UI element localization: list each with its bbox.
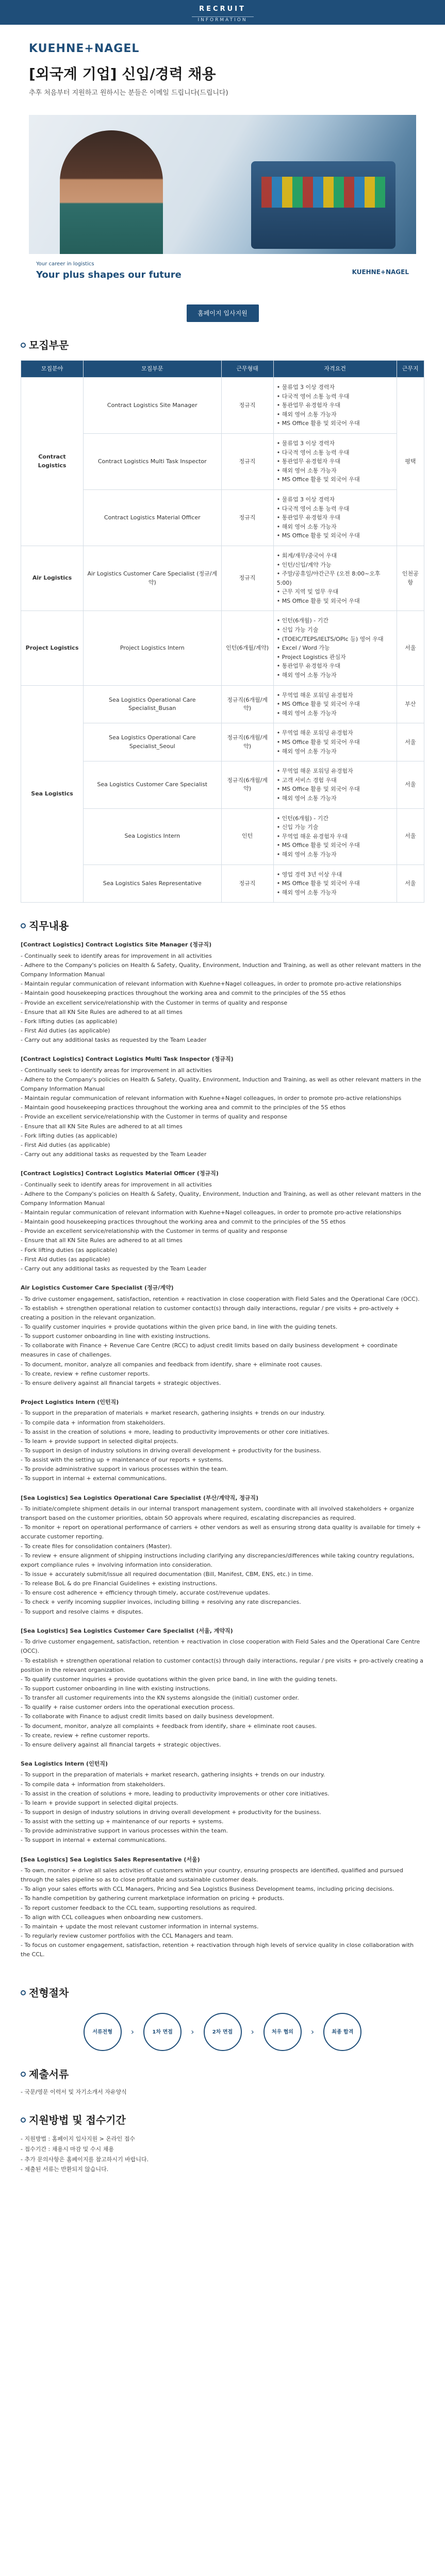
requirement-line: • 물류업 3 이상 경력자	[276, 439, 335, 447]
apply-title: 지원방법 및 접수기간	[21, 2112, 424, 2128]
requirement-line: • 해외 영어 소통 가능자	[276, 411, 337, 418]
duty-line: - To drive customer engagement, satisfaction, retention + reactivation in close cooperation with Field Sales and the Operational Care Centre (OCC).	[21, 1638, 420, 1655]
type-cell: 정규직(6개월/계약)	[221, 723, 273, 761]
duty-line: - Maintain good housekeeping practices throughout the working area and commit to the principles of the 5S ethos	[21, 990, 346, 997]
hero-mini-logo: KUEHNE+NAGEL	[352, 268, 409, 276]
requirement-line: • 다국적 영어 소통 능력 우대	[276, 449, 350, 456]
docs-title: 제출서류	[21, 2066, 424, 2082]
process-step	[263, 2013, 302, 2051]
duty-section	[0, 903, 445, 1959]
process-step	[323, 2013, 361, 2051]
duty-line: - Provide an excellent service/relationship with the Customer in terms of quality and response	[21, 1228, 288, 1235]
duty-line: - To assist in the creation of solutions + more, leading to productivity improvements or other core initiatives.	[21, 1790, 329, 1797]
posting-title: [외국계 기업] 신입/경력 채용	[29, 65, 216, 82]
location-cell: 서울	[397, 865, 424, 903]
location-cell: 인천공항	[397, 546, 424, 611]
requirement-line: • (TOEIC/TEPS/IELTS/OPIc 등) 영어 우대	[276, 635, 384, 642]
table-row	[21, 685, 424, 723]
process-step	[143, 2013, 182, 2051]
requirement-cell	[273, 723, 397, 761]
duty-line: - To ensure delivery against all financial targets + strategic objectives.	[21, 1741, 221, 1748]
duty-block	[21, 1284, 424, 1388]
requirement-cell	[273, 378, 397, 434]
requirement-line: • 인턴(6개월) - 기간	[276, 617, 328, 624]
duty-line: - To support customer onboarding in line with existing instructions.	[21, 1685, 210, 1692]
arrow-right-icon: ›	[130, 2027, 135, 2037]
duty-line: - To align with CCL colleagues when onboarding new customers.	[21, 1913, 203, 1921]
requirement-line: • 주말/공휴일/야간근무 (오전 8:00~오후 5:00)	[276, 570, 381, 586]
type-cell: 정규직	[221, 546, 273, 611]
table-header-cell: 자격요건	[273, 360, 397, 378]
requirement-line: • 근무 지역 및 업무 우대	[276, 588, 339, 596]
duty-line: - To assist with the setting up + maintenance of our reports + systems.	[21, 1456, 224, 1464]
part-cell: Contract Logistics Site Manager	[84, 378, 221, 434]
process-step-label: 서류전형	[92, 2029, 112, 2035]
requirement-line: • 해외 영어 소통 가능자	[276, 467, 337, 474]
jobs-table	[21, 360, 424, 903]
arrow-right-icon: ›	[191, 2027, 194, 2037]
division-cell: Project Logistics	[21, 611, 84, 685]
duty-line: - Maintain regular communication of relevant information with Kuehne+Nagel colleagues, in order to promote pro-active relationships	[21, 1095, 402, 1102]
part-cell: Sea Logistics Sales Representative	[84, 865, 221, 903]
duty-line: - First Aid duties (as applicable)	[21, 1141, 110, 1148]
duty-line: - Continually seek to identify areas for improvement in all activities	[21, 1181, 212, 1188]
process-steps	[21, 2013, 424, 2051]
requirement-line: • 해외 영어 소통 가능자	[276, 851, 337, 858]
duty-heading: [Sea Logistics] Sea Logistics Sales Representative (서울)	[21, 1856, 200, 1863]
process-step-label: 1차 면접	[152, 2029, 173, 2035]
requirement-line: • 무역업 해운 포워딩 유경험자	[276, 768, 353, 775]
apply-section	[0, 2097, 445, 2175]
banner-brand: RECRUIT	[199, 5, 246, 13]
table-row	[21, 611, 424, 685]
table-header-cell: 모집부문	[84, 360, 221, 378]
requirement-cell	[273, 433, 397, 489]
requirement-line: • Excel / Word 가능	[276, 645, 330, 652]
duty-line: - Carry out any additional tasks as requested by the Team Leader	[21, 1150, 207, 1158]
duty-line: - To collaborate with Finance + Revenue Care Centre (RCC) to adjust credit limits based on daily business development + coordinate measures in case of challenges.	[21, 1342, 398, 1359]
requirement-line: • 해외 영어 소통 가능자	[276, 709, 337, 717]
duty-block	[21, 1494, 424, 1617]
duty-line: - To initiate/complete shipment details in our internal transport management system, coordinate with all involved stakeholders + organize transport based on the customer priorities, obtain SO approvals where required, escalating discrepancies as required.	[21, 1505, 415, 1522]
requirement-line: • 무역업 해운 포워딩 유경험자	[276, 691, 353, 699]
part-cell: Project Logistics Intern	[84, 611, 221, 685]
requirement-line: • 무역업 해운 유경험자 우대	[276, 833, 348, 840]
arrow-right-icon: ›	[310, 2027, 315, 2037]
duty-line: - To drive customer engagement, satisfaction, retention + reactivation in close cooperation with Field Sales and the Operational Care (OCC).	[21, 1295, 420, 1302]
process-step	[204, 2013, 242, 2051]
duty-heading: Air Logistics Customer Care Specialist (정규/계약)	[21, 1284, 174, 1292]
duty-line: - To support and resolve claims + disputes.	[21, 1608, 143, 1615]
process-step-label: 처우 협의	[271, 2029, 293, 2035]
division-cell: Sea Logistics	[21, 685, 84, 903]
division-cell: Air Logistics	[21, 546, 84, 611]
requirement-cell	[273, 685, 397, 723]
requirement-line: • 통관업무 유경험자 우대	[276, 663, 340, 670]
duty-line: - To maintain + update the most relevant customer information in internal systems.	[21, 1923, 259, 1930]
duty-line: - To assist in the creation of solutions + more, leading to productivity improvements or other core initiatives.	[21, 1428, 329, 1435]
duty-line: - To learn + provide support in selected digital projects.	[21, 1799, 178, 1806]
docs-line: - 국문/영문 이력서 및 자기소개서 자유양식	[21, 2089, 127, 2096]
requirement-line: • 해외 영어 소통 가능자	[276, 523, 337, 530]
requirement-line: • 영업 경력 3년 이상 우대	[276, 871, 342, 878]
duty-line: - Ensure that all KN Site Rules are adhered to at all times	[21, 1123, 183, 1130]
duty-line: - To support in the preparation of materials + market research, gathering insights + trends on our industry.	[21, 1771, 325, 1778]
banner-sub: INFORMATION	[197, 17, 248, 23]
part-cell: Contract Logistics Multi Task Inspector	[84, 433, 221, 489]
duty-line: - To support in design of industry solutions in driving overall development + productivity for the business.	[21, 1809, 321, 1816]
part-cell: Sea Logistics Intern	[84, 808, 221, 865]
duty-line: - To qualify customer inquiries + provide quotations within the given price band, in line with the guiding tenets.	[21, 1323, 338, 1330]
table-row	[21, 378, 424, 434]
recruit-title: 모집부문	[21, 337, 424, 353]
duty-line: - Maintain good housekeeping practices throughout the working area and commit to the principles of the 5S ethos	[21, 1218, 346, 1226]
duty-line: - To transfer all customer requirements into the KN systems alongside the (initial) customer order.	[21, 1694, 299, 1702]
requirement-cell	[273, 611, 397, 685]
requirement-line: • MS Office 활용 및 외국어 우대	[276, 532, 360, 539]
duty-block	[21, 1760, 424, 1845]
requirement-line: • MS Office 활용 및 외국어 우대	[276, 420, 360, 427]
duty-line: - To assist with the setting up + maintenance of our reports + systems.	[21, 1818, 224, 1825]
requirement-cell	[273, 489, 397, 546]
duty-line: - To compile data + information from stakeholders.	[21, 1781, 166, 1788]
process-step-label: 2차 면접	[212, 2029, 233, 2035]
apply-lines	[21, 2134, 424, 2175]
duty-line: - To check + verify incoming supplier invoices, including billing + resolving any rate discrepancies.	[21, 1599, 301, 1606]
requirement-line: • 물류업 3 이상 경력자	[276, 384, 335, 391]
docs-section	[0, 2051, 445, 2097]
requirement-line: • 다국적 영어 소통 능력 우대	[276, 505, 350, 512]
requirement-line: • 신입 가능 기술	[276, 626, 319, 634]
division-cell: Contract Logistics	[21, 378, 84, 546]
requirement-line: • MS Office 활용 및 외국어 우대	[276, 597, 360, 604]
duty-line: - Maintain regular communication of relevant information with Kuehne+Nagel colleagues, in order to promote pro-active relationships	[21, 1209, 402, 1216]
process-section	[0, 1970, 445, 2051]
duty-heading: [Contract Logistics] Contract Logistics Material Officer (정규직)	[21, 1170, 219, 1177]
duty-line: - Fork lifting duties (as applicable)	[21, 1246, 118, 1253]
location-cell: 부산	[397, 685, 424, 723]
requirement-line: • MS Office 활용 및 외국어 우대	[276, 842, 360, 849]
duty-line: - To establish + strengthen operational relation to customer contact(s) through daily interactions, regular / pre visits + pro-actively creating a position in the relevant organization.	[21, 1657, 423, 1673]
process-step	[84, 2013, 122, 2051]
table-header-cell: 근무형태	[221, 360, 273, 378]
duty-line: - Carry out any additional tasks as requested by the Team Leader	[21, 1037, 207, 1044]
requirement-line: • 인턴(6개월) - 기간	[276, 815, 328, 822]
duty-line: - To establish + strengthen operational relation to customer contact(s) through daily interactions, regular / pre visits + pro-actively + creating a position in the relevant organization.	[21, 1304, 400, 1321]
type-cell: 인턴	[221, 808, 273, 865]
posting-header	[0, 25, 445, 104]
part-cell: Air Logistics Customer Care Specialist (정규/계약)	[84, 546, 221, 611]
duty-line: - To own, monitor + drive all sales activities of customers within your country, ensuring prospects are identified, qualified and pursued through the sales pipeline so as to close profitable and sustainable customer deals.	[21, 1867, 403, 1884]
duty-line: - To document, monitor, analyze all complaints + feedback from identify, share + eliminate root causes.	[21, 1722, 317, 1730]
requirement-line: • 통관업무 유경험자 우대	[276, 458, 340, 465]
duty-block	[21, 941, 424, 1045]
duty-line: - Provide an excellent service/relationship with the Customer in terms of quality and response	[21, 999, 288, 1006]
duty-heading: [Sea Logistics] Sea Logistics Operational Care Specialist (부산/계약직, 정규직)	[21, 1494, 259, 1501]
requirement-line: • Project Logistics 관심자	[276, 653, 346, 660]
duty-line: - To create, review + refine customer reports.	[21, 1370, 150, 1377]
duty-heading: [Contract Logistics] Contract Logistics Multi Task Inspector (정규직)	[21, 1056, 234, 1063]
location-cell: 서울	[397, 761, 424, 808]
apply-line: - 추가 문의사항은 홈페이지를 참고하시기 바랍니다.	[21, 2156, 149, 2163]
requirement-line: • 통관업무 유경험자 우대	[276, 402, 340, 409]
duty-line: - Continually seek to identify areas for improvement in all activities	[21, 1066, 212, 1074]
duty-title: 직무내용	[21, 918, 424, 934]
hero-caption-big: Your plus shapes our future	[36, 269, 182, 280]
arrow-right-icon: ›	[251, 2027, 254, 2037]
duty-line: - Maintain regular communication of relevant information with Kuehne+Nagel colleagues, in order to promote pro-active relationships	[21, 980, 402, 988]
section-bullet-icon	[21, 1990, 26, 1995]
duty-line: - First Aid duties (as applicable)	[21, 1027, 110, 1034]
apply-line: - 제출된 서류는 반환되지 않습니다.	[21, 2166, 109, 2173]
duty-block	[21, 1856, 424, 1960]
duty-line: - To create files for consolidation containers (Master).	[21, 1543, 172, 1550]
requirement-line: • 신입 가능 기술	[276, 824, 319, 831]
part-cell: Contract Logistics Material Officer	[84, 489, 221, 546]
requirement-line: • 통관업무 유경험자 우대	[276, 514, 340, 521]
location-cell: 평택	[397, 378, 424, 546]
duty-line: - To qualify + raise customer orders into the operational execution process.	[21, 1704, 235, 1711]
requirement-line: • MS Office 활용 및 외국어 우대	[276, 701, 360, 708]
duty-block	[21, 1398, 424, 1484]
section-bullet-icon	[21, 2072, 26, 2077]
requirement-cell	[273, 808, 397, 865]
recruit-section	[0, 322, 445, 903]
table-header-cell: 모집분야	[21, 360, 84, 378]
type-cell: 정규직	[221, 489, 273, 546]
duty-line: - To qualify customer inquiries + provide quotations within the given price band, in line with the guiding tenets.	[21, 1675, 338, 1683]
duty-line: - Ensure that all KN Site Rules are adhered to at all times	[21, 1237, 183, 1244]
duty-line: - Maintain good housekeeping practices throughout the working area and commit to the principles of the 5S ethos	[21, 1104, 346, 1111]
duty-line: - To review + ensure alignment of shipping instructions including clarifying any discrepancies/differences while taking country regulations, export compliance rules + involving information into consideration.	[21, 1552, 415, 1568]
duty-line: - To document, monitor, analyze all companies and feedback from identify, share + eliminate root causes.	[21, 1361, 323, 1368]
hero-image	[29, 115, 416, 290]
duty-line: - To monitor + report on operational performance of carriers + other vendors as well as ensuring strong data quality is available for timely + accurate customer reporting.	[21, 1524, 421, 1540]
duty-line: - To support customer onboarding in line with existing instructions.	[21, 1333, 210, 1340]
location-cell: 서울	[397, 723, 424, 761]
duty-block	[21, 1627, 424, 1750]
table-row	[21, 546, 424, 611]
type-cell: 정규직	[221, 865, 273, 903]
requirement-line: • MS Office 활용 및 외국어 우대	[276, 476, 360, 483]
section-bullet-icon	[21, 2117, 26, 2123]
type-cell: 정규직(6개월/계약)	[221, 761, 273, 808]
apply-button[interactable]: 홈페이지 입사지원	[187, 304, 259, 322]
duty-line: - Fork lifting duties (as applicable)	[21, 1018, 118, 1025]
duty-list	[21, 941, 424, 1959]
type-cell: 정규직	[221, 433, 273, 489]
requirement-line: • 인턴/신입/계약 가능	[276, 561, 332, 568]
duty-line: - Continually seek to identify areas for improvement in all activities	[21, 952, 212, 959]
duty-line: - To learn + provide support in selected digital projects.	[21, 1437, 178, 1445]
duty-line: - Adhere to the Company's policies on Health & Safety, Quality, Environment, Induction and Training, as well as other relevant matters in the Company Information Manual	[21, 961, 421, 978]
requirement-cell	[273, 865, 397, 903]
table-header-cell: 근무지	[397, 360, 424, 378]
duty-line: - To compile data + information from stakeholders.	[21, 1419, 166, 1426]
process-title: 전형절차	[21, 1985, 424, 2001]
duty-line: - Carry out any additional tasks as requested by the Team Leader	[21, 1265, 207, 1272]
duty-line: - Ensure that all KN Site Rules are adhered to at all times	[21, 1008, 183, 1015]
company-logo: KUEHNE+NAGEL	[29, 42, 140, 55]
apply-line: - 지원방법 : 홈페이지 입사지원 > 온라인 접수	[21, 2135, 136, 2142]
requirement-cell	[273, 546, 397, 611]
requirement-line: • 고객 서비스 경험 우대	[276, 776, 337, 784]
requirement-line: • 해외 영어 소통 가능자	[276, 794, 337, 802]
requirement-line: • 해외 영어 소통 가능자	[276, 672, 337, 679]
duty-line: - To provide administrative support in various processes within the team.	[21, 1827, 228, 1835]
duty-line: - To release BoL & do pre Financial Guidelines + existing instructions.	[21, 1580, 218, 1587]
posting-subtitle: 추후 처음부터 지원하고 원하시는 분들은 이메일 드립니다(드립니다)	[29, 89, 228, 97]
apply-line: - 접수기간 : 채용시 마감 및 수시 채용	[21, 2145, 114, 2153]
duty-line: - To issue + accurately submit/issue all required documentation (Bill, Manifest, CBM, ENS, etc.) in time.	[21, 1571, 314, 1578]
requirement-line: • 해외 영어 소통 가능자	[276, 748, 337, 755]
duty-line: - To ensure delivery against all financial targets + strategic objectives.	[21, 1379, 221, 1386]
part-cell: Sea Logistics Customer Care Specialist	[84, 761, 221, 808]
duty-heading: [Sea Logistics] Sea Logistics Customer Care Specialist (서울, 계약직)	[21, 1627, 233, 1634]
duty-line: - To align your sales efforts with CCL Managers, Pricing and Sea Logistics Business Development teams, including pricing decisions.	[21, 1886, 394, 1893]
duty-block	[21, 1055, 424, 1159]
requirement-cell	[273, 761, 397, 808]
hero-caption	[29, 254, 416, 290]
requirement-line: • 다국적 영어 소통 능력 우대	[276, 393, 350, 400]
duty-line: - Adhere to the Company's policies on Health & Safety, Quality, Environment, Induction and Training, as well as other relevant matters in the Company Information Manual	[21, 1076, 421, 1092]
duty-line: - To create, review + refine customer reports.	[21, 1732, 150, 1739]
duty-block	[21, 1170, 424, 1274]
requirement-line: • 해외 영어 소통 가능자	[276, 889, 337, 896]
duty-line: - To collaborate with Finance to adjust credit limits based on daily business development.	[21, 1713, 274, 1720]
jobs-table-header	[21, 360, 424, 378]
type-cell: 인턴(6개월/계약)	[221, 611, 273, 685]
duty-heading: [Contract Logistics] Contract Logistics Site Manager (정규직)	[21, 941, 212, 948]
duty-line: - To ensure cost adherence + efficiency through timely, accurate cost/revenue updates.	[21, 1589, 270, 1597]
jobs-table-body	[21, 378, 424, 903]
type-cell: 정규직(6개월/계약)	[221, 685, 273, 723]
location-cell: 서울	[397, 808, 424, 865]
duty-line: - First Aid duties (as applicable)	[21, 1256, 110, 1263]
requirement-line: • 회계/재무/중국어 우대	[276, 552, 337, 559]
section-bullet-icon	[21, 343, 26, 348]
part-cell: Sea Logistics Operational Care Specialist_Busan	[84, 685, 221, 723]
duty-line: - Adhere to the Company's policies on Health & Safety, Quality, Environment, Induction and Training, as well as other relevant matters in the Company Information Manual	[21, 1190, 421, 1207]
duty-heading: Project Logistics Intern (인턴직)	[21, 1398, 119, 1405]
duty-line: - To support in internal + external communications.	[21, 1475, 167, 1482]
hero-caption-small: Your career in logistics	[36, 261, 94, 267]
location-cell: 서울	[397, 611, 424, 685]
duty-line: - To report customer feedback to the CCL team, supporting resolutions as required.	[21, 1904, 257, 1911]
duty-line: - Fork lifting duties (as applicable)	[21, 1132, 118, 1139]
requirement-line: • 무역업 해운 포워딩 유경험자	[276, 730, 353, 737]
duty-line: - To regularly review customer portfolios with the CCL Managers and team.	[21, 1933, 234, 1940]
part-cell: Sea Logistics Operational Care Specialist_Seoul	[84, 723, 221, 761]
duty-line: - To focus on customer engagement, satisfaction, retention + reactivation through high levels of service quality in close collaboration with the CCL.	[21, 1942, 414, 1958]
duty-line: - To support in the preparation of materials + market research, gathering insights + trends on our industry.	[21, 1410, 325, 1417]
duty-line: - To support in design of industry solutions in driving overall development + productivity for the business.	[21, 1447, 321, 1454]
duty-line: - To support in internal + external communications.	[21, 1837, 167, 1844]
section-bullet-icon	[21, 923, 26, 928]
duty-heading: Sea Logistics Intern (인턴직)	[21, 1760, 108, 1767]
duty-line: - To provide administrative support in various processes within the team.	[21, 1466, 228, 1473]
duty-line: - To handle competition by gathering current marketplace information on pricing + products.	[21, 1895, 285, 1902]
requirement-line: • 물류업 3 이상 경력자	[276, 496, 335, 503]
duty-line: - Provide an excellent service/relationship with the Customer in terms of quality and response	[21, 1113, 288, 1121]
top-banner	[0, 0, 445, 25]
requirement-line: • MS Office 활용 및 외국어 우대	[276, 739, 360, 745]
process-step-label: 최종 합격	[332, 2029, 354, 2035]
requirement-line: • MS Office 활용 및 외국어 우대	[276, 880, 360, 887]
requirement-line: • MS Office 활용 및 외국어 우대	[276, 786, 360, 793]
type-cell: 정규직	[221, 378, 273, 434]
hero-ship	[251, 161, 395, 249]
